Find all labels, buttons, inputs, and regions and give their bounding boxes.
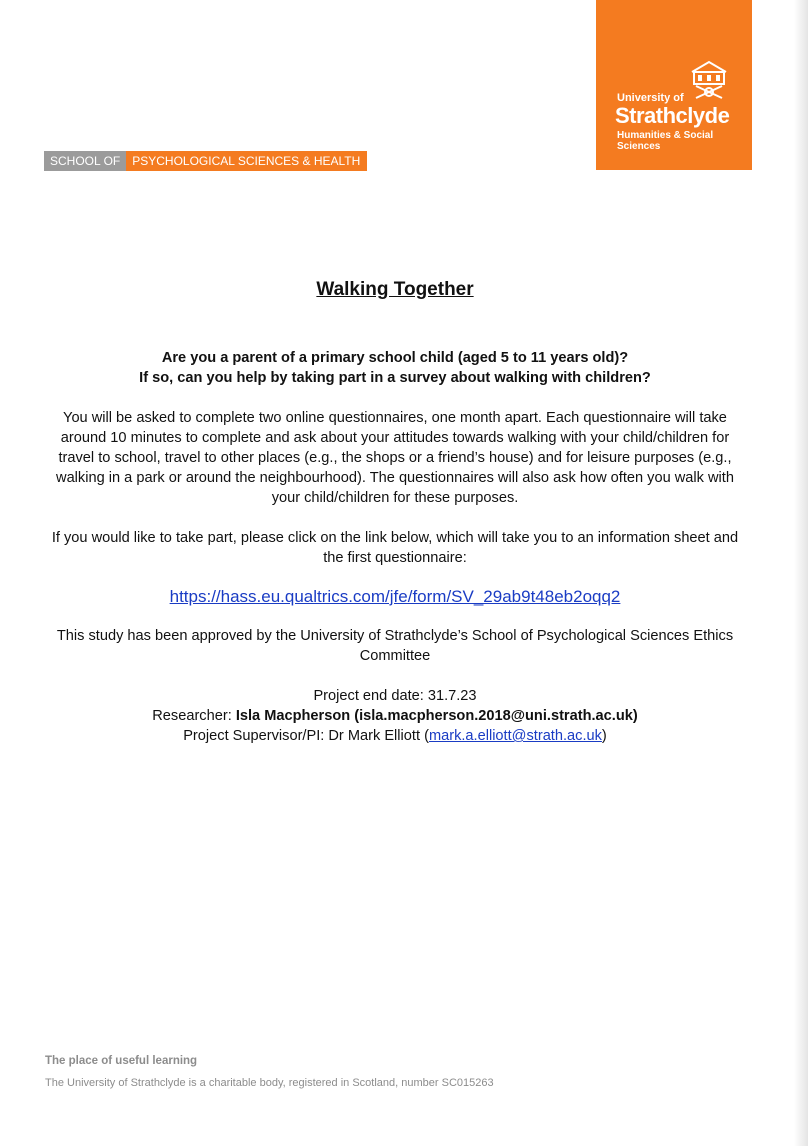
- study-description: You will be asked to complete two online questionnaires, one month apart. Each questionnaire will take around 10 minutes to complete and ask about your attitudes towards walking with your child/children for travel to school, travel to other places (e.g., the shops or a friend’s house) and for leisure purposes (e.g., walking in a park or around the neighbourhood). The questionnaires will also ask how often you walk with your child/children for these purposes.: [56, 410, 734, 506]
- school-banner-name: PSYCHOLOGICAL SCIENCES & HEALTH: [126, 151, 367, 171]
- school-banner: [44, 151, 367, 171]
- page-title: Walking Together: [316, 279, 474, 300]
- page-edge-shadow: [794, 0, 808, 1146]
- logo-faculty: Humanities & Social Sciences: [617, 130, 714, 152]
- footer-registration: The University of Strathclyde is a charitable body, registered in Scotland, number SC015263: [45, 1077, 494, 1089]
- footer-tagline: The place of useful learning: [45, 1055, 198, 1067]
- project-end-date: Project end date: 31.7.23: [313, 688, 477, 704]
- researcher-name: Isla Macpherson (isla.macpherson.2018@uni.strath.ac.uk): [235, 708, 638, 724]
- flyer-content: [44, 278, 746, 746]
- question-line-1: Are you a parent of a primary school child (aged 5 to 11 years old)?: [161, 350, 629, 366]
- school-banner-prefix: SCHOOL OF: [44, 151, 126, 171]
- university-crest-icon: [686, 58, 732, 104]
- logo-strathclyde: Strathclyde: [615, 103, 730, 128]
- supervisor-close: ): [601, 728, 607, 744]
- question-line-2: If so, can you help by taking part in a survey about walking with children?: [139, 370, 651, 386]
- researcher-line: [44, 706, 746, 726]
- researcher-label: Researcher:: [152, 708, 236, 724]
- participation-invite: If you would like to take part, please click on the link below, which will take you to an information sheet and the first questionnaire:: [51, 530, 739, 566]
- survey-link[interactable]: https://hass.eu.qualtrics.com/jfe/form/SV_29ab9t48eb2oqq2: [169, 587, 621, 606]
- supervisor-line: [44, 726, 746, 746]
- university-logo: [596, 0, 752, 170]
- ethics-statement: This study has been approved by the University of Strathclyde’s School of Psychological Sciences Ethics Committee: [56, 628, 734, 664]
- page-footer: [45, 1054, 494, 1090]
- supervisor-label: Project Supervisor/PI: Dr Mark Elliott (: [183, 728, 429, 744]
- supervisor-email-link[interactable]: mark.a.elliott@strath.ac.uk: [428, 728, 602, 744]
- logo-university-of: University of: [617, 92, 684, 104]
